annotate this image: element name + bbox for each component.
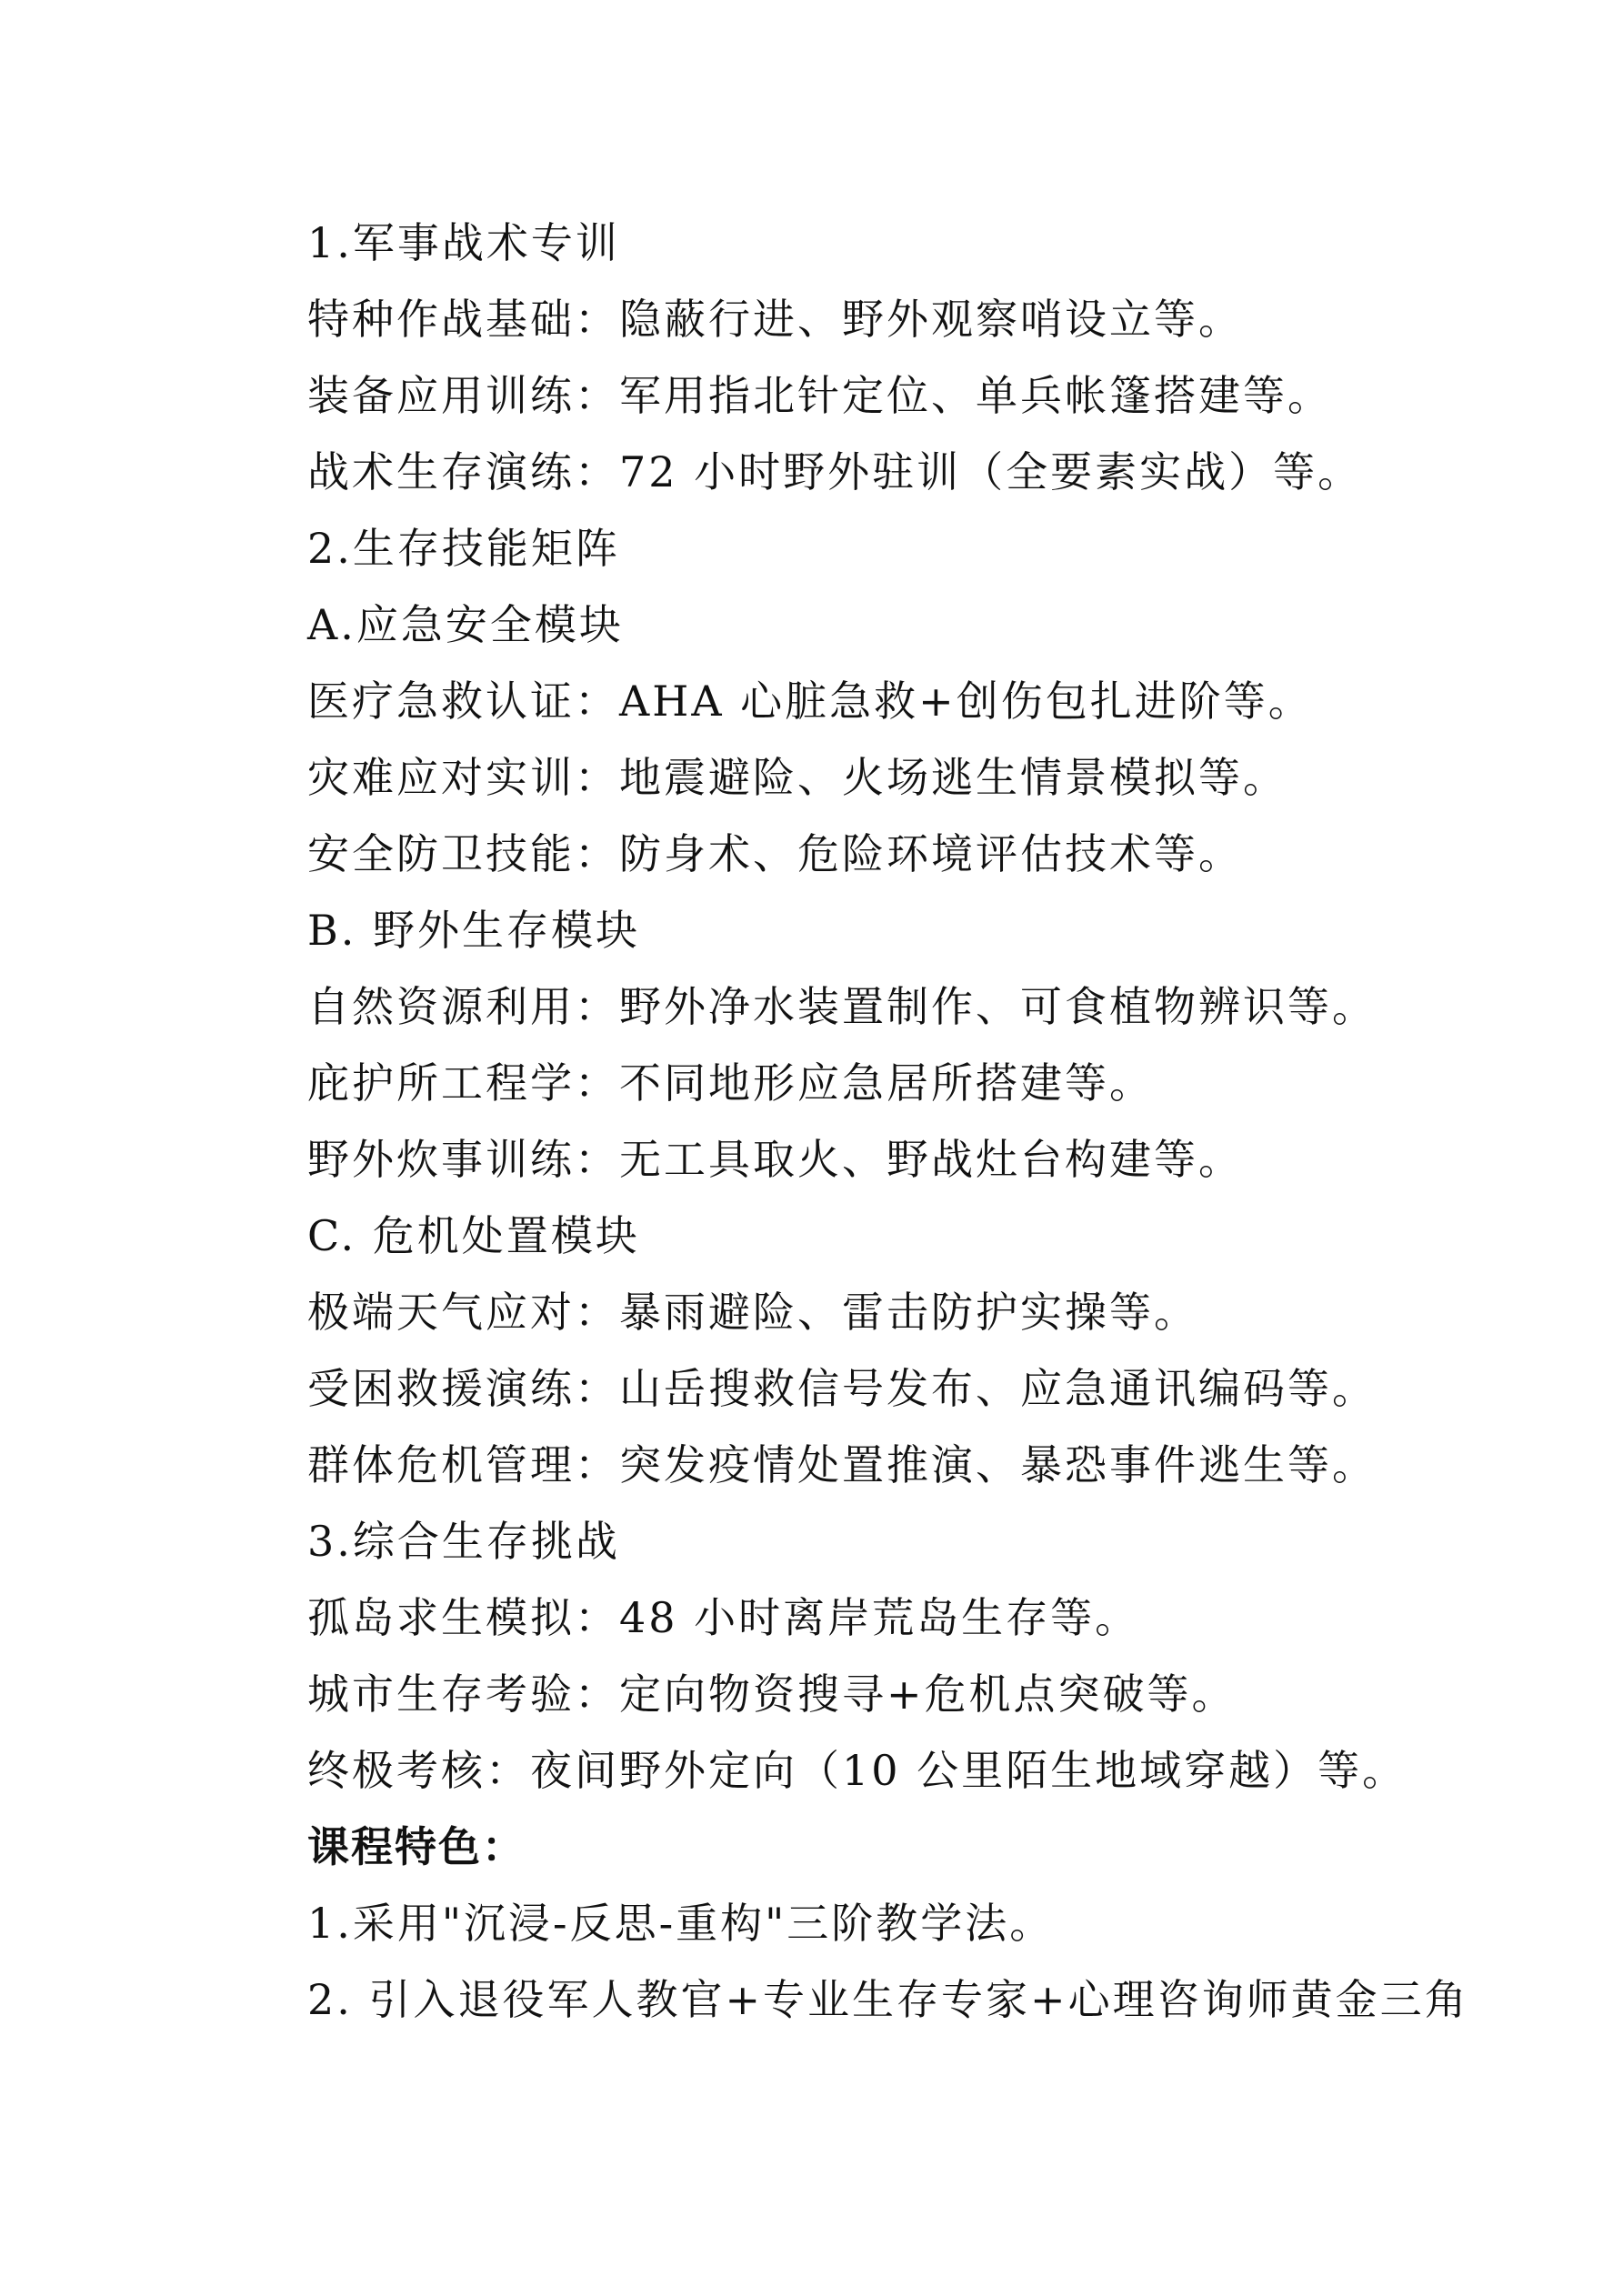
paragraph-line: 2. 引入退役军人教官+专业生存专家+心理咨询师黄金三角 [307, 1975, 1469, 2024]
subsection-heading-wild-survival: B. 野外生存模块 [307, 906, 641, 955]
paragraph-line: 战术生存演练：72 小时野外驻训（全要素实战）等。 [307, 447, 1363, 496]
section-heading-military-tactics: 1.军事战术专训 [307, 218, 620, 267]
paragraph-line: 1.采用"沉浸-反思-重构"三阶教学法。 [307, 1899, 1055, 1948]
document-body [307, 205, 1489, 2038]
paragraph-line: 灾难应对实训：地震避险、火场逃生情景模拟等。 [307, 753, 1287, 802]
section-heading-survival-skills: 2.生存技能矩阵 [307, 524, 620, 573]
subsection-heading-crisis-handling: C. 危机处置模块 [307, 1211, 640, 1260]
paragraph-line: 庇护所工程学：不同地形应急居所搭建等。 [307, 1058, 1154, 1108]
paragraph-line: 野外炊事训练：无工具取火、野战灶台构建等。 [307, 1135, 1243, 1184]
paragraph-line: 安全防卫技能：防身术、危险环境评估技术等。 [307, 829, 1243, 878]
paragraph-line: 医疗急救认证：AHA 心脏急救+创伤包扎进阶等。 [307, 677, 1313, 726]
course-features-heading: 课程特色： [307, 1822, 526, 1871]
paragraph-line: 群体危机管理：突发疫情处置推演、暴恐事件逃生等。 [307, 1440, 1377, 1489]
paragraph-line: 自然资源利用：野外净水装置制作、可食植物辨识等。 [307, 982, 1377, 1031]
section-heading-comprehensive-challenge: 3.综合生存挑战 [307, 1517, 620, 1566]
paragraph-line: 城市生存考验：定向物资搜寻+危机点突破等。 [307, 1669, 1237, 1719]
paragraph-line: 孤岛求生模拟：48 小时离岸荒岛生存等。 [307, 1593, 1140, 1642]
paragraph-line: 极端天气应对：暴雨避险、雷击防护实操等。 [307, 1288, 1198, 1337]
paragraph-line: 特种作战基础：隐蔽行进、野外观察哨设立等。 [307, 295, 1243, 344]
paragraph-line: 装备应用训练：军用指北针定位、单兵帐篷搭建等。 [307, 371, 1332, 420]
paragraph-line: 终极考核：夜间野外定向（10 公里陌生地域穿越）等。 [307, 1746, 1408, 1795]
paragraph-line: 受困救援演练：山岳搜救信号发布、应急通讯编码等。 [307, 1364, 1377, 1413]
subsection-heading-emergency-safety: A.应急安全模块 [307, 600, 624, 649]
